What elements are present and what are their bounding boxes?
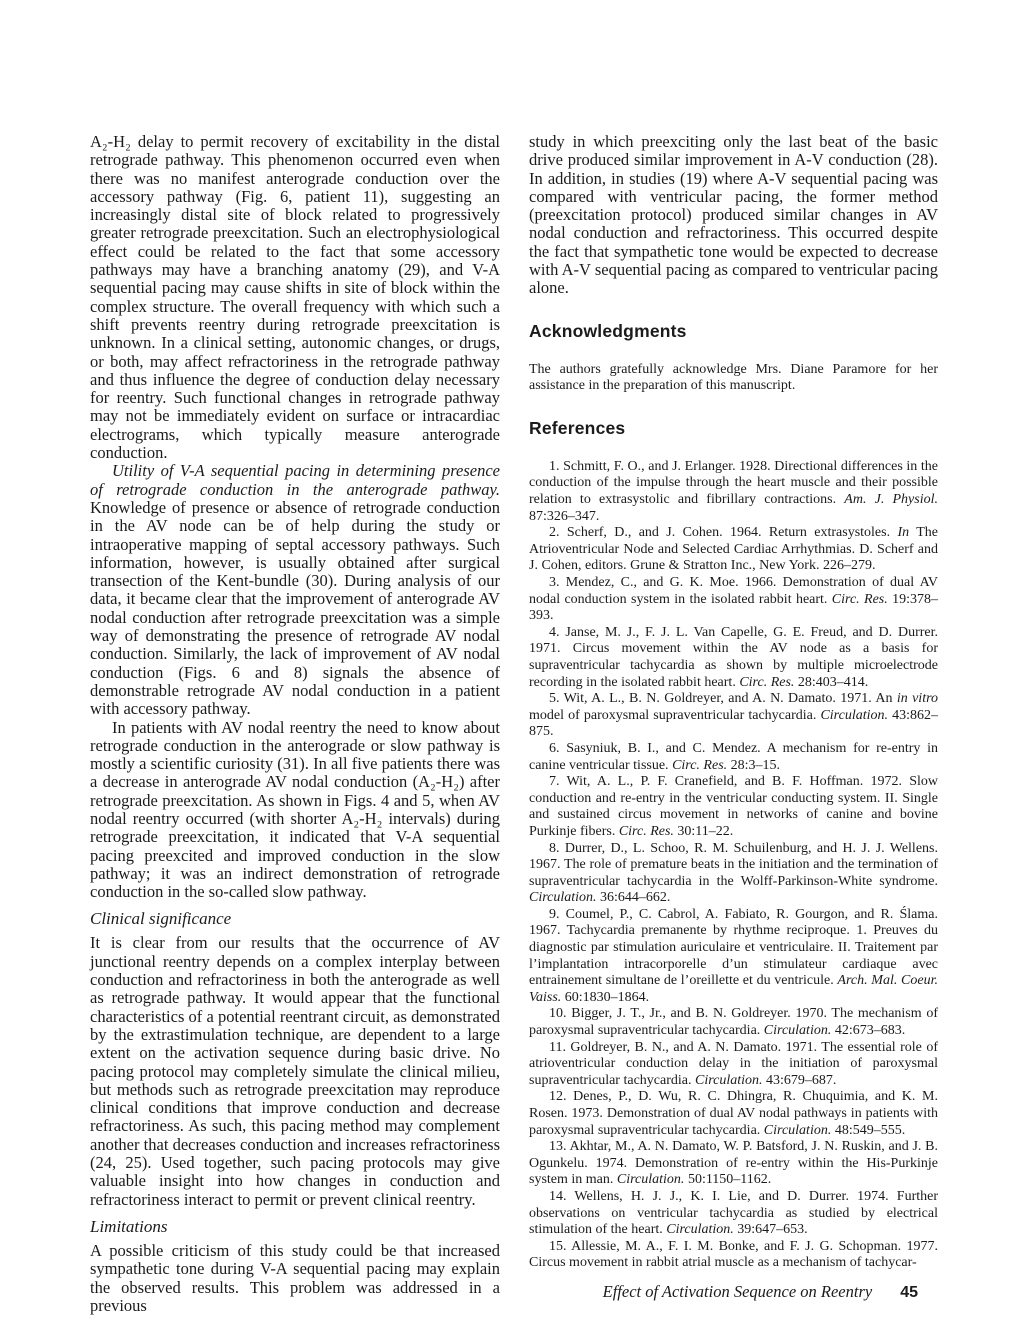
reference-item	[529, 625, 938, 691]
references-list	[529, 459, 938, 1272]
reference-journal-italic: Circ. Res.	[739, 674, 795, 690]
reference-journal-italic: Circulation.	[820, 707, 888, 723]
reference-text: 50:1150–1162.	[684, 1172, 772, 1188]
reference-text: 87:326–347.	[529, 508, 600, 524]
reference-text: 10. Bigger, J. T., Jr., and B. N. Goldreyer. 1970. The mechanism of paroxysmal supraventricular tachycardia.	[529, 1006, 938, 1039]
section-heading-acknowledgments: Acknowledgments	[529, 320, 687, 341]
paragraph-continuation: study in which preexciting only the last beat of the basic drive produced similar improvement in A-V conduction (28). In addition, in studies (19) where A-V sequential pacing was compared with ventricular pacing, the former method (preexcitation protocol) produced similar changes in AV nodal conduction and refractoriness. This occurred despite the fact that sympathetic tone would be expected to decrease with A-V sequential pacing as compared to ventricular pacing alone.	[529, 132, 938, 298]
reference-journal-italic: Am. J. Physiol.	[844, 492, 938, 508]
paragraph-text: Knowledge of presence or absence of retrograde conduction in the AV node can be of help during the study or intraoperative mapping of septal accessory pathways. Such information, however, is usually obtained after surgical transection of the Kent-bundle (30). During analysis of our data, it became clear that the improvement of anterograde AV nodal conduction after retrograde preexcitation was a simple way of demonstrating the presence of retrograde AV nodal conduction. Similarly, the lack of improvement of AV nodal conduction (Figs. 6 and 8) signals the absence of demonstrable retrograde AV nodal conduction in a patient with accessory pathway.	[90, 497, 500, 719]
reference-item	[529, 691, 938, 741]
reference-item	[529, 1239, 938, 1272]
reference-journal-italic: Circulation.	[763, 1023, 832, 1039]
reference-text: model of paroxysmal supraventricular tachycardia.	[529, 707, 821, 723]
reference-text: 14. Wellens, H. J. J., K. I. Lie, and D. Durrer. 1974. Further observations on ventricular tachycardia as studied by electrical stimulation of the heart.	[529, 1188, 938, 1238]
reference-text: 15. Allessie, M. A., F. I. M. Bonke, and F. J. G. Schopman. 1977. Circus movement in rabbit atrial muscle as a mechanism of tachycar-	[529, 1238, 938, 1271]
left-column	[90, 133, 500, 1315]
reference-item	[529, 1139, 938, 1189]
running-title: Effect of Activation Sequence on Reentry	[602, 1282, 873, 1301]
paragraph-lead-italic: Utility of V-A sequential pacing in determining presence of retrograde conduction in the anterograde pathway.	[90, 461, 500, 499]
reference-text: 30:11–22.	[673, 823, 734, 839]
reference-item	[529, 1089, 938, 1139]
reference-text: 1. Schmitt, F. O., and J. Erlanger. 1928. Directional differences in the conduction of the impulse through the heart muscle and their possible relation to extrasystolic and fibrillary contractions.	[529, 458, 938, 508]
reference-text: 7. Wit, A. L., P. F. Cranefield, and B. F. Hoffman. 1972. Slow conduction and re-entry in the ventricular conducting system. II. Single and sustained circus movement in networks of canine and bovine Purkinje fibers.	[529, 774, 938, 839]
reference-journal-italic: Circulation.	[763, 1122, 832, 1138]
page-number: 45	[900, 1284, 918, 1301]
reference-text: 4. Janse, M. J., F. J. L. Van Capelle, G. E. Freud, and D. Durrer. 1971. Circus movement within the AV node as a basis for supraventricular tachycardia as shown by multiple microelectrode recording in the isolated rabbit heart.	[529, 624, 938, 690]
reference-journal-italic: Circ. Res.	[831, 591, 888, 607]
reference-item	[529, 459, 938, 525]
section-heading-references: References	[529, 417, 626, 438]
reference-journal-italic: Circulation.	[616, 1172, 685, 1188]
reference-journal-italic: Circ. Res.	[618, 823, 674, 839]
reference-text: 9. Coumel, P., C. Cabrol, A. Fabiato, R. Gourgon, and R. Ślama. 1967. Tachycardia premanente by rhythme reciproque. 1. Preuves du diagnostic par stimulation auriculaire et ventriculaire. II. Traitement par l’implantation intracorporelle d’un stimulateur cardiaque avec entrainement simultane de l’oreillette et du ventricule.	[529, 906, 938, 989]
reference-text: 39:647–653.	[733, 1222, 808, 1238]
reference-text: 43:862–875.	[529, 707, 938, 740]
reference-text: 42:673–683.	[831, 1023, 906, 1039]
paragraph-clinical-significance: It is clear from our results that the occurrence of AV junctional reentry depends on a complex interplay between conduction and refractoriness in both the anterograde as well as retrograde pathway. It would appear that the functional characteristics of a potential reentrant circuit, as demonstrated by the extrastimulation technique, are dependent to a large extent on the activation sequence during basic drive. No pacing protocol may completely simulate the clinical milieu, but methods such as retrograde preexcitation may reproduce clinical conditions that improve conduction and decrease refractoriness. As such, this pacing method may complement another that decreases conduction and increases refractoriness (24, 25). Used together, such pacing protocols may give valuable insight into how changes in conduction and refractoriness interact to permit or prevent clinical reentry.	[90, 933, 500, 1209]
reference-journal-italic: Arch. Mal. Coeur. Vaiss.	[529, 973, 938, 1005]
reference-text: 8. Durrer, D., L. Schoo, R. M. Schuilenburg, and H. J. J. Wellens. 1967. The role of premature beats in the initiation and the termination of supraventricular tachycardia in the Wolff-Parkinson-White syndrome.	[529, 840, 938, 889]
reference-item	[529, 525, 938, 575]
paragraph-limitations: A possible criticism of this study could be that increased sympathetic tone during V-A sequential pacing may explain the observed results. This problem was addressed in a previous	[90, 1240, 500, 1315]
paragraph-av-nodal: In patients with AV nodal reentry the need to know about retrograde conduction in the anterograde or slow pathway is mostly a scientific curiosity (31). In all five patients there was a decrease in anterograde AV nodal conduction (A₂-H₂) after retrograde preexcitation. As shown in Figs. 4 and 5, when AV nodal reentry occurred (with shorter A₂-H₂ intervals) during retrograde preexcitation, it indicated that V-A sequential pacing preexcited and improved conduction in the slow pathway; it was an indirect demonstration of retrograde conduction in the so-called slow pathway.	[90, 717, 500, 902]
reference-text: 48:549–555.	[831, 1122, 906, 1138]
reference-item	[529, 1189, 938, 1239]
reference-journal-italic: Circulation.	[666, 1222, 734, 1238]
reference-text: 12. Denes, P., D. Wu, R. C. Dhingra, R. Chuquimia, and K. M. Rosen. 1973. Demonstration of dual AV nodal pathways in patients with paroxysmal supraventricular tachycardia.	[529, 1089, 938, 1138]
reference-item	[529, 774, 938, 840]
reference-journal-italic: Circ. Res.	[672, 757, 728, 773]
acknowledgments-text: The authors gratefully acknowledge Mrs. Diane Paramore for her assistance in the preparation of this manuscript.	[529, 361, 938, 394]
reference-text: 60:1830–1864.	[561, 989, 650, 1005]
reference-text: 43:679–687.	[762, 1072, 837, 1088]
section-heading-clinical-significance: Clinical significance	[90, 909, 232, 929]
reference-text: 28:3–15.	[727, 757, 781, 773]
two-column-text-area	[90, 133, 938, 1315]
reference-text: 6. Sasyniuk, B. I., and C. Mendez. A mechanism for re-entry in canine ventricular tissue.	[529, 740, 938, 773]
paragraph-continuation: A₂-H₂ delay to permit recovery of excitability in the distal retrograde pathway. This phenomenon occurred even when there was no manifest anterograde conduction over the accessory pathway (Fig. 6, patient 11), suggesting an increasingly distal site of block related to progressively greater retrograde preexcitation. Such an electrophysiological effect could be related to the fact that some accessory pathways may have a branching anatomy (29), and V-A sequential pacing may cause shifts in site of block within the complex structure. The overall frequency with which such a shift prevents reentry during retrograde preexcitation is unknown. In a clinical setting, autonomic changes, or drugs, or both, may affect refractoriness in the retrograde pathway and thus influence the degree of conduction delay necessary for reentry. Such functional changes in retrograde pathway may not be immediately evident on surface or intracardiac electrograms, which typically measure anterograde conduction.	[90, 132, 500, 463]
reference-text: 19:378–393.	[529, 591, 939, 624]
reference-text: 2. Scherf, D., and J. Cohen. 1964. Return extrasystoles.	[549, 525, 898, 541]
reference-text: 36:644–662.	[596, 890, 671, 906]
reference-journal-italic: In	[897, 525, 910, 541]
paragraph-utility	[90, 462, 500, 718]
reference-text: The Atrioventricular Node and Selected Cardiac Arrhythmias. D. Scherf and J. Cohen, editors. Grune & Stratton Inc., New York. 226–279.	[529, 525, 938, 574]
reference-item	[529, 1040, 938, 1090]
right-column	[529, 133, 938, 1315]
reference-text: 28:403–414.	[794, 674, 869, 690]
page-footer	[0, 1282, 918, 1302]
section-heading-limitations: Limitations	[90, 1216, 168, 1236]
reference-text: 5. Wit, A. L., B. N. Goldreyer, and A. N. Damato. 1971. An	[549, 691, 897, 707]
reference-item	[529, 841, 938, 907]
reference-item	[529, 741, 938, 774]
reference-text: 11. Goldreyer, B. N., and A. N. Damato. 1971. The essential role of atrioventricular conduction delay in the initiation of paroxysmal supraventricular tachycardia.	[529, 1039, 938, 1088]
reference-item	[529, 907, 938, 1007]
reference-text: 3. Mendez, C., and G. K. Moe. 1966. Demonstration of dual AV nodal conduction system in the isolated rabbit heart.	[529, 575, 938, 607]
reference-journal-italic: Circulation.	[529, 890, 597, 906]
reference-journal-italic: Circulation.	[694, 1072, 763, 1088]
reference-text: 13. Akhtar, M., A. N. Damato, W. P. Batsford, J. N. Ruskin, and J. B. Ogunkelu. 1974. Demonstration of re-entry within the His-Purkinje system in man.	[529, 1139, 938, 1188]
reference-item	[529, 575, 938, 625]
reference-journal-italic: in vitro	[896, 691, 939, 707]
reference-item	[529, 1006, 938, 1039]
